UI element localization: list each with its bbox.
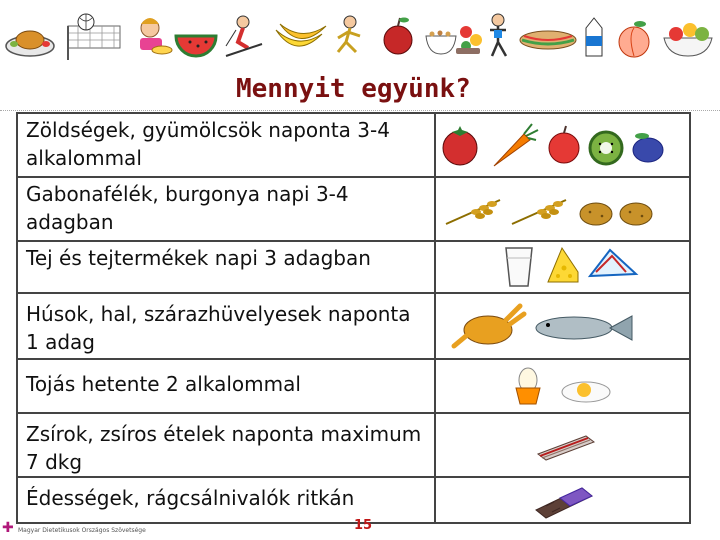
page-title: Mennyit együnk? [236, 74, 471, 104]
row-images [435, 293, 690, 359]
food-recommendation-table [16, 112, 691, 524]
row-images [435, 177, 690, 241]
divider [0, 110, 720, 111]
row-images [435, 359, 690, 413]
row-text: Tej és tejtermékek napi 3 adagban [17, 241, 435, 293]
milk-glass-icon [506, 248, 532, 286]
boiled-egg-icon [516, 368, 540, 404]
kiwi-icon [590, 132, 622, 164]
runner-icon [338, 16, 360, 52]
tomato-icon [443, 126, 477, 165]
cheese-triangle-icon [590, 250, 636, 276]
table-row [17, 413, 690, 477]
row-text: Gabonafélék, burgonya napi 3-4 adagban [17, 177, 435, 241]
row-images [435, 113, 690, 177]
volleyball-net-icon [68, 14, 120, 60]
row-text: Húsok, hal, szárazhüvelyesek naponta 1 adag [17, 293, 435, 359]
row-images [435, 477, 690, 523]
bacon-icon [538, 436, 594, 460]
apple-icon [384, 18, 412, 55]
table-row [17, 293, 690, 359]
wheat-ear-icon [512, 200, 566, 224]
plum-icon [633, 133, 663, 162]
fish-icon [536, 316, 632, 340]
fruit-bowl-icon [664, 23, 712, 56]
food-group-icon [456, 26, 482, 54]
row-text: Zöldségek, gyümölcsök naponta 3-4 alkalommal [17, 113, 435, 177]
bananas-icon [276, 24, 326, 46]
logo-cross-icon: ✚ [2, 520, 14, 536]
wheat-ear-icon [446, 200, 500, 224]
footer-organization: Magyar Dietetikusok Országos Szövetsége [18, 527, 146, 534]
food-icon-strip [0, 0, 720, 80]
peach-icon [619, 21, 649, 57]
roast-chicken-icon [454, 306, 524, 346]
table-row [17, 359, 690, 413]
cereal-bowl-icon [426, 31, 456, 55]
carrot-icon [494, 124, 538, 166]
row-images [435, 241, 690, 293]
cheese-icon [548, 248, 578, 282]
chocolate-bar-icon [536, 488, 592, 518]
roast-dish-icon [6, 31, 54, 56]
page-number: 15 [354, 518, 373, 533]
apple-icon [549, 126, 579, 163]
dancer-icon [490, 14, 506, 56]
row-text: Édességek, rágcsálnivalók ritkán [17, 477, 435, 523]
watermelon-slice-icon [176, 36, 216, 56]
table-row [17, 241, 690, 293]
child-eating-icon [140, 18, 172, 54]
table-row [17, 477, 690, 523]
row-text: Tojás hetente 2 alkalommal [17, 359, 435, 413]
milk-carton-icon [586, 18, 602, 56]
sandwich-icon [520, 31, 576, 49]
row-images [435, 413, 690, 477]
potato-icon [620, 203, 652, 225]
table-row [17, 177, 690, 241]
row-text: Zsírok, zsíros ételek naponta maximum 7 dkg [17, 413, 435, 477]
skier-icon [226, 16, 262, 56]
fried-egg-icon [562, 382, 610, 402]
potato-icon [580, 203, 612, 225]
table-row [17, 113, 690, 177]
